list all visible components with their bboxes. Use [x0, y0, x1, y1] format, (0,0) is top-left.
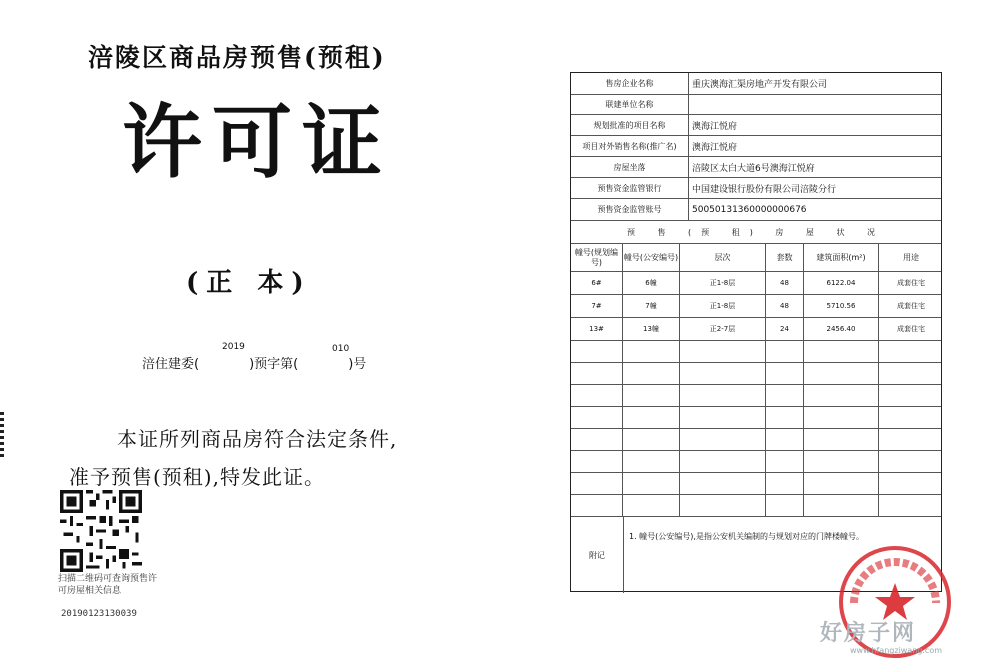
info-row — [571, 73, 941, 95]
table-cell: 正1-8层 — [680, 272, 766, 294]
qr-caption: 扫描二维码可查询预售许可房屋相关信息 — [58, 574, 158, 596]
header-cell: 建筑面积(m²) — [804, 244, 879, 271]
table-cell: 48 — [766, 272, 804, 294]
info-row — [571, 115, 941, 136]
table-cell: 7# — [571, 295, 623, 317]
certificate-body-line2: 准予预售(预租),特发此证。 — [69, 465, 325, 489]
table-cell: 7幢 — [623, 295, 680, 317]
copy-type-label: (正 本) — [186, 268, 312, 298]
empty-table-row — [571, 429, 941, 451]
info-value: 澳海江悦府 — [692, 142, 738, 153]
info-value — [692, 95, 941, 114]
table-cell: 6122.04 — [804, 272, 879, 294]
table-row — [571, 318, 941, 341]
notes-label: 附记 — [571, 517, 624, 593]
header-cell: 幢号(公安编号) — [623, 244, 680, 271]
qr-code[interactable] — [60, 490, 142, 572]
edge-barcode-mark — [0, 412, 4, 460]
empty-table-row — [571, 341, 941, 363]
header-cell: 用途 — [903, 252, 919, 262]
header-cell: 幢号(规划编号) — [571, 244, 623, 271]
empty-table-row — [571, 451, 941, 473]
permit-prefix: 涪住建委( — [142, 357, 200, 372]
notes-text: 1. 幢号(公安编号),是指公安机关编制的与规划对应的门牌楼幢号。 — [629, 532, 864, 541]
empty-table-row — [571, 495, 941, 517]
empty-table-row — [571, 363, 941, 385]
section-title: 预 售 (预 租) 房 屋 状 况 — [571, 221, 941, 244]
info-label: 规划批准的项目名称 — [571, 115, 689, 135]
watermark-url: www.hfangziwang.com — [850, 646, 943, 655]
info-value: 50050131360000000676 — [692, 204, 807, 215]
table-cell: 6幢 — [623, 272, 680, 294]
table-cell: 5710.56 — [804, 295, 879, 317]
table-cell: 24 — [766, 318, 804, 340]
permit-number-line — [142, 353, 366, 372]
certificate-body-line1: 本证所列商品房符合法定条件, — [117, 427, 398, 451]
info-row — [571, 199, 941, 221]
empty-table-row — [571, 407, 941, 429]
info-row — [571, 95, 941, 115]
table-cell: 6# — [571, 272, 623, 294]
certificate-title: 涪陵区商品房预售(预租) — [88, 43, 386, 72]
info-label: 房屋坐落 — [571, 157, 689, 177]
table-header-row — [571, 244, 941, 272]
header-cell: 层次 — [680, 244, 766, 271]
empty-table-row — [571, 385, 941, 407]
table-cell: 正2-7层 — [680, 318, 766, 340]
presale-info-table — [570, 72, 942, 592]
info-value: 澳海江悦府 — [692, 121, 738, 132]
info-value: 涪陵区太白大道6号澳海江悦府 — [692, 163, 815, 174]
info-label: 预售资金监管银行 — [571, 178, 689, 198]
table-cell: 正1-8层 — [680, 295, 766, 317]
info-row — [571, 136, 941, 157]
table-row — [571, 272, 941, 295]
info-label: 预售资金监管账号 — [571, 199, 689, 220]
table-cell: 13幢 — [623, 318, 680, 340]
table-cell: 成套住宅 — [897, 302, 925, 310]
table-cell: 成套住宅 — [897, 325, 925, 333]
info-label: 项目对外销售名称(推广名) — [571, 136, 689, 156]
info-label: 联建单位名称 — [571, 95, 689, 114]
permit-year: 2019 — [222, 342, 245, 352]
table-cell: 13# — [571, 318, 623, 340]
table-cell: 成套住宅 — [897, 279, 925, 287]
permit-big-title: 许可证 — [122, 95, 392, 189]
table-cell: 48 — [766, 295, 804, 317]
info-row — [571, 178, 941, 199]
table-row — [571, 295, 941, 318]
header-cell: 套数 — [766, 244, 804, 271]
permit-suffix: )号 — [348, 357, 367, 372]
empty-table-row — [571, 473, 941, 495]
serial-number: 20190123130039 — [61, 609, 137, 619]
info-value: 中国建设银行股份有限公司涪陵分行 — [692, 184, 837, 195]
watermark-logo: 好房子网 — [820, 620, 917, 646]
table-cell: 2456.40 — [804, 318, 879, 340]
info-row — [571, 157, 941, 178]
permit-number: 010 — [332, 344, 350, 354]
permit-mid: )预字第( — [249, 357, 299, 372]
info-label: 售房企业名称 — [571, 73, 689, 94]
info-value: 重庆澳海汇渠房地产开发有限公司 — [692, 80, 828, 90]
